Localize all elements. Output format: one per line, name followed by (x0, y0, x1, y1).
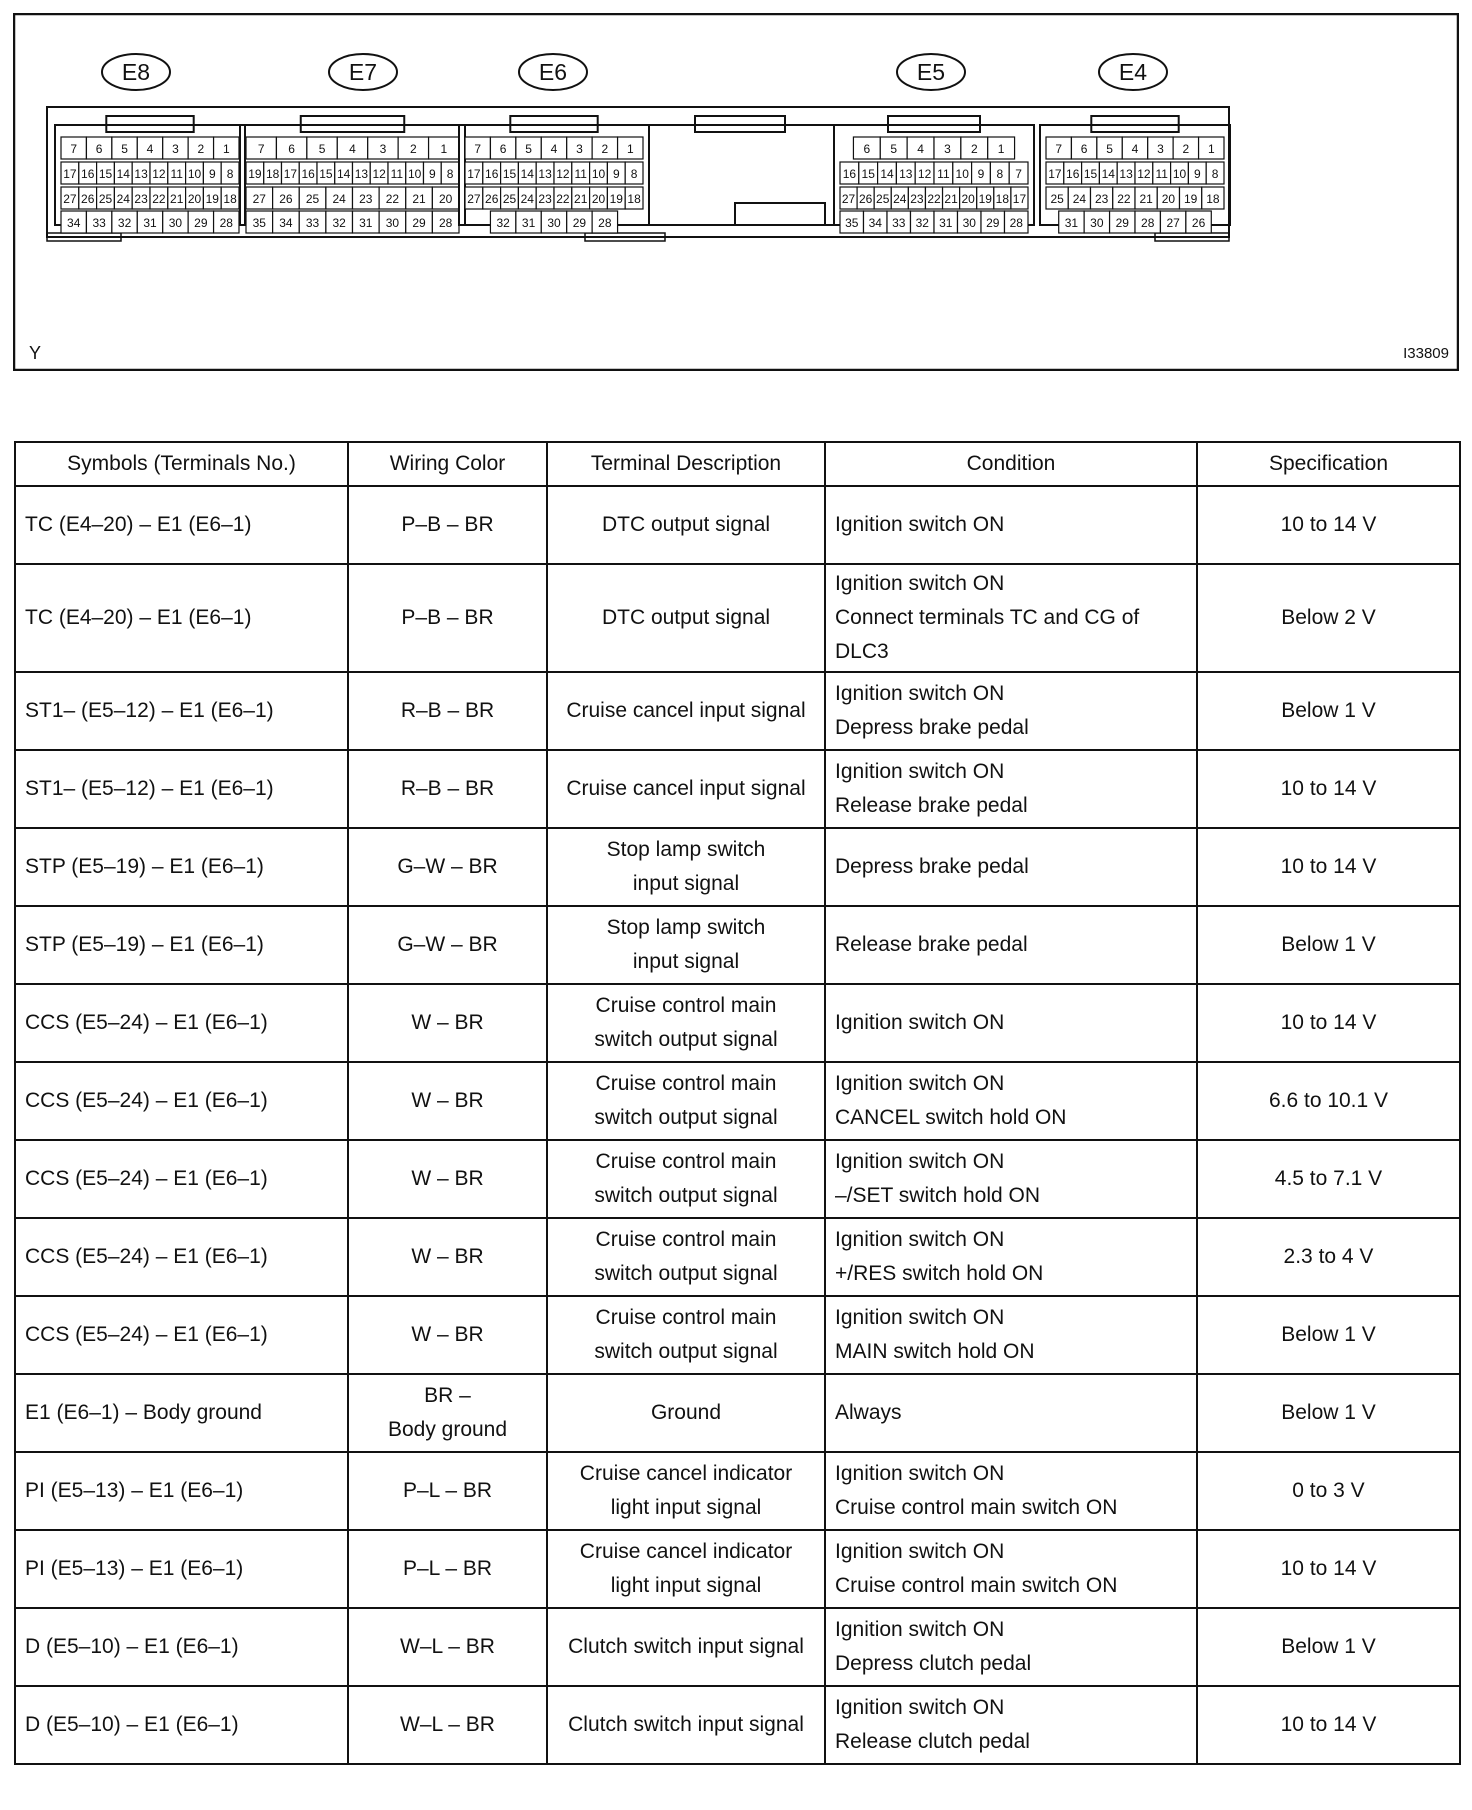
cell-spec: 10 to 14 V (1197, 750, 1460, 828)
connector-label: E7 (348, 59, 378, 85)
pin-number: 10 (187, 167, 202, 181)
cell-spec: 10 to 14 V (1197, 486, 1460, 564)
cell-wire: P–B – BR (348, 564, 547, 672)
cell-desc: Cruise cancel indicator light input signal (547, 1530, 825, 1608)
pin-number: 5 (121, 142, 128, 156)
pin-number: 25 (305, 192, 320, 206)
pin-number: 33 (92, 216, 106, 230)
pin-number: 27 (841, 192, 856, 206)
pin-number: 2 (970, 142, 978, 156)
pin-number: 28 (219, 216, 233, 230)
cell-cond: Ignition switch ON CANCEL switch hold ON (825, 1062, 1197, 1140)
pin-number: 27 (63, 192, 77, 206)
cell-desc: Clutch switch input signal (547, 1608, 825, 1686)
pin-number: 19 (205, 192, 219, 206)
pin-number: 24 (116, 192, 130, 206)
cell-wire: W–L – BR (348, 1608, 547, 1686)
pin-number: 5 (890, 142, 898, 156)
pin-number: 11 (937, 167, 950, 181)
pin-number: 11 (170, 167, 183, 181)
pin-number: 1 (440, 142, 448, 156)
pin-number: 27 (1166, 216, 1180, 230)
pin-number: 13 (899, 167, 913, 181)
pin-number: 7 (1055, 142, 1063, 156)
cell-wire: R–B – BR (348, 750, 547, 828)
pin-number: 5 (318, 142, 326, 156)
cell-cond: Ignition switch ON Depress clutch pedal (825, 1608, 1197, 1686)
cell-spec: Below 1 V (1197, 1296, 1460, 1374)
pin-number: 24 (332, 192, 346, 206)
cell-spec: Below 2 V (1197, 564, 1460, 672)
pin-number: 26 (858, 192, 873, 206)
cell-wire: W – BR (348, 1218, 547, 1296)
pin-number: 13 (354, 167, 369, 181)
cell-cond: Release brake pedal (825, 906, 1197, 984)
pin-number: 19 (609, 192, 623, 206)
cell-wire: R–B – BR (348, 672, 547, 750)
pin-number: 35 (252, 216, 266, 230)
pin-number: 14 (1101, 167, 1115, 181)
cell-wire: W – BR (348, 1062, 547, 1140)
connector-svg (13, 13, 1459, 371)
pin-number: 21 (170, 192, 184, 206)
table-row (15, 564, 1460, 672)
cell-desc: Ground (547, 1374, 825, 1452)
cell-symbol: CCS (E5–24) – E1 (E6–1) (15, 1062, 348, 1140)
cell-spec: 6.6 to 10.1 V (1197, 1062, 1460, 1140)
table-row (15, 1062, 1460, 1140)
cell-symbol: ST1– (E5–12) – E1 (E6–1) (15, 750, 348, 828)
table-row (15, 1608, 1460, 1686)
pin-number: 20 (439, 192, 453, 206)
cell-cond: Ignition switch ON Release clutch pedal (825, 1686, 1197, 1764)
cell-cond: Ignition switch ON Cruise control main switch ON (825, 1530, 1197, 1608)
pin-number: 10 (955, 167, 969, 181)
pin-number: 30 (168, 216, 183, 230)
pin-number: 16 (485, 167, 499, 181)
pin-number: 7 (1015, 167, 1022, 181)
pin-number: 9 (1193, 167, 1201, 181)
pin-number: 31 (521, 216, 536, 230)
cell-cond: Ignition switch ON Connect terminals TC and CG of DLC3 (825, 564, 1197, 672)
cell-cond: Ignition switch ON (825, 486, 1197, 564)
pin-number: 28 (1009, 216, 1023, 230)
table-row (15, 750, 1460, 828)
pin-number: 32 (332, 216, 346, 230)
pin-number: 2 (410, 142, 417, 156)
cell-desc: DTC output signal (547, 564, 825, 672)
cell-spec: 10 to 14 V (1197, 828, 1460, 906)
cell-desc: Cruise control main switch output signal (547, 1296, 825, 1374)
cell-spec: 10 to 14 V (1197, 1530, 1460, 1608)
pin-number: 4 (146, 142, 154, 156)
cell-symbol: TC (E4–20) – E1 (E6–1) (15, 486, 348, 564)
pin-number: 6 (1080, 142, 1088, 156)
pin-number: 15 (98, 167, 113, 181)
cell-desc: Cruise control main switch output signal (547, 1218, 825, 1296)
pin-number: 27 (252, 192, 266, 206)
pin-number: 29 (412, 216, 426, 230)
pin-number: 34 (279, 216, 293, 230)
pin-number: 14 (116, 167, 130, 181)
pin-number: 15 (861, 167, 875, 181)
pin-number: 1 (626, 142, 634, 156)
cell-spec: Below 1 V (1197, 1374, 1460, 1452)
figure-id: I33809 (1403, 345, 1449, 362)
cell-symbol: TC (E4–20) – E1 (E6–1) (15, 564, 348, 672)
cell-desc: Cruise control main switch output signal (547, 1062, 825, 1140)
pin-number: 13 (134, 167, 148, 181)
pin-number: 9 (977, 167, 985, 181)
cell-cond: Ignition switch ON Cruise control main switch ON (825, 1452, 1197, 1530)
cell-symbol: CCS (E5–24) – E1 (E6–1) (15, 1140, 348, 1218)
pin-number: 18 (1206, 192, 1220, 206)
table-row (15, 828, 1460, 906)
cell-wire: P–L – BR (348, 1452, 547, 1530)
connector-label: E6 (538, 59, 568, 85)
table-row (15, 906, 1460, 984)
header-symbols: Symbols (Terminals No.) (15, 442, 348, 486)
pin-number: 22 (927, 192, 941, 206)
pin-number: 25 (1050, 192, 1064, 206)
connector-diagram (13, 13, 1459, 371)
pin-number: 29 (1115, 216, 1129, 230)
pin-number: 12 (152, 167, 166, 181)
pin-number: 31 (143, 216, 157, 230)
cell-desc: Cruise control main switch output signal (547, 1140, 825, 1218)
table-row (15, 1140, 1460, 1218)
pin-number: 6 (288, 142, 295, 156)
pin-number: 9 (612, 167, 620, 181)
pin-number: 30 (962, 216, 976, 230)
pin-number: 3 (944, 142, 951, 156)
pin-number: 12 (917, 167, 932, 181)
pin-number: 26 (279, 192, 293, 206)
pin-number: 13 (538, 167, 552, 181)
cell-spec: 0 to 3 V (1197, 1452, 1460, 1530)
pin-number: 23 (1094, 192, 1109, 206)
pin-number: 19 (248, 167, 262, 181)
cell-wire: G–W – BR (348, 906, 547, 984)
cell-desc: Cruise cancel input signal (547, 750, 825, 828)
cell-spec: 10 to 14 V (1197, 1686, 1460, 1764)
pin-number: 18 (627, 192, 641, 206)
pin-number: 22 (152, 192, 166, 206)
cell-cond: Ignition switch ON (825, 984, 1197, 1062)
pin-number: 2 (601, 142, 609, 156)
pin-number: 30 (1090, 216, 1104, 230)
pin-number: 21 (412, 192, 426, 206)
pin-number: 30 (385, 216, 400, 230)
pin-number: 3 (1157, 142, 1164, 156)
pin-number: 29 (986, 216, 1000, 230)
cell-wire: W – BR (348, 1140, 547, 1218)
pin-number: 8 (996, 167, 1004, 181)
pin-number: 24 (520, 192, 534, 206)
pin-number: 9 (429, 167, 436, 181)
pin-number: 27 (467, 192, 481, 206)
pin-number: 10 (407, 167, 422, 181)
pin-number: 28 (1141, 216, 1155, 230)
table-row (15, 1374, 1460, 1452)
pin-number: 29 (572, 216, 587, 230)
table-row (15, 1452, 1460, 1530)
pin-number: 19 (1183, 192, 1198, 206)
pin-number: 21 (1139, 192, 1153, 206)
cell-wire: P–L – BR (348, 1530, 547, 1608)
pin-number: 6 (95, 142, 103, 156)
pin-number: 35 (845, 216, 859, 230)
cell-wire: W–L – BR (348, 1686, 547, 1764)
pin-number: 16 (1066, 167, 1080, 181)
pin-number: 1 (1207, 142, 1215, 156)
pin-number: 4 (917, 142, 924, 156)
pin-number: 18 (265, 167, 280, 181)
pin-number: 29 (194, 216, 208, 230)
pin-number: 3 (172, 142, 179, 156)
pin-number: 6 (499, 142, 507, 156)
pin-number: 8 (446, 167, 454, 181)
pin-number: 21 (574, 192, 588, 206)
pin-number: 16 (301, 167, 315, 181)
pin-number: 23 (910, 192, 924, 206)
pin-number: 17 (1012, 192, 1027, 206)
pin-number: 20 (961, 192, 975, 206)
pin-number: 20 (591, 192, 606, 206)
pin-number: 10 (591, 167, 606, 181)
pin-number: 8 (1211, 167, 1219, 181)
cell-desc: Stop lamp switch input signal (547, 828, 825, 906)
blank-block (649, 125, 834, 225)
pin-number: 9 (208, 167, 216, 181)
cell-spec: 4.5 to 7.1 V (1197, 1140, 1460, 1218)
cell-desc: Cruise control main switch output signal (547, 984, 825, 1062)
pin-number: 4 (1131, 142, 1139, 156)
pin-number: 17 (283, 167, 298, 181)
pin-number: 6 (863, 142, 871, 156)
pin-number: 25 (502, 192, 517, 206)
pin-number: 15 (319, 167, 333, 181)
blank-block-key (735, 203, 825, 225)
pin-number: 31 (1064, 216, 1079, 230)
pin-number: 4 (550, 142, 558, 156)
pin-number: 25 (876, 192, 890, 206)
cell-spec: Below 1 V (1197, 672, 1460, 750)
cell-symbol: CCS (E5–24) – E1 (E6–1) (15, 1218, 348, 1296)
cell-desc: Cruise cancel input signal (547, 672, 825, 750)
pin-number: 23 (538, 192, 552, 206)
pin-number: 3 (576, 142, 583, 156)
pin-number: 30 (547, 216, 561, 230)
pin-number: 32 (117, 216, 132, 230)
cell-desc: DTC output signal (547, 486, 825, 564)
pin-number: 28 (439, 216, 453, 230)
cell-symbol: STP (E5–19) – E1 (E6–1) (15, 906, 348, 984)
pin-number: 16 (842, 167, 857, 181)
table-row (15, 486, 1460, 564)
connector-label: E4 (1118, 59, 1148, 85)
pin-number: 15 (502, 167, 517, 181)
pin-number: 17 (467, 167, 481, 181)
terminal-spec-table (14, 441, 1461, 1765)
pin-number: 19 (978, 192, 992, 206)
connector-label: E8 (121, 59, 151, 85)
pin-number: 32 (496, 216, 510, 230)
pin-number: 8 (630, 167, 638, 181)
cell-symbol: D (E5–10) – E1 (E6–1) (15, 1608, 348, 1686)
pin-number: 14 (520, 167, 534, 181)
table-row (15, 1686, 1460, 1764)
pin-number: 23 (134, 192, 148, 206)
cell-cond: Ignition switch ON MAIN switch hold ON (825, 1296, 1197, 1374)
pin-number: 7 (474, 142, 482, 156)
pin-number: 24 (893, 192, 907, 206)
pin-number: 3 (379, 142, 387, 156)
table-row (15, 1218, 1460, 1296)
header-wiring-color: Wiring Color (348, 442, 547, 486)
cell-symbol: STP (E5–19) – E1 (E6–1) (15, 828, 348, 906)
pin-number: 15 (1083, 167, 1098, 181)
pin-number: 22 (1117, 192, 1131, 206)
cell-desc: Clutch switch input signal (547, 1686, 825, 1764)
pin-number: 32 (915, 216, 929, 230)
pin-number: 24 (1072, 192, 1087, 206)
pin-number: 14 (880, 167, 894, 181)
pin-number: 26 (485, 192, 499, 206)
cell-spec: 10 to 14 V (1197, 984, 1460, 1062)
pin-number: 5 (525, 142, 532, 156)
pin-number: 17 (63, 167, 77, 181)
header-terminal-description: Terminal Description (547, 442, 825, 486)
pin-number: 18 (223, 192, 237, 206)
pin-number: 26 (1191, 216, 1206, 230)
cell-symbol: D (E5–10) – E1 (E6–1) (15, 1686, 348, 1764)
table-row (15, 1296, 1460, 1374)
pin-number: 7 (257, 142, 265, 156)
pin-number: 1 (222, 142, 230, 156)
pin-number: 18 (995, 192, 1010, 206)
cell-cond: Always (825, 1374, 1197, 1452)
cell-cond: Ignition switch ON Depress brake pedal (825, 672, 1197, 750)
connector-label: E5 (916, 59, 946, 85)
pin-number: 22 (385, 192, 400, 206)
pin-number: 33 (305, 216, 320, 230)
cell-symbol: PI (E5–13) – E1 (E6–1) (15, 1452, 348, 1530)
pin-number: 10 (1172, 167, 1187, 181)
pin-number: 31 (939, 216, 953, 230)
pin-number: 26 (81, 192, 95, 206)
pin-number: 12 (556, 167, 570, 181)
pin-number: 31 (359, 216, 373, 230)
pin-number: 12 (372, 167, 386, 181)
cell-desc: Stop lamp switch input signal (547, 906, 825, 984)
pin-number: 13 (1119, 167, 1133, 181)
corner-label: Y (29, 343, 42, 363)
pin-number: 11 (1155, 167, 1168, 181)
pin-number: 17 (1048, 167, 1062, 181)
cell-symbol: CCS (E5–24) – E1 (E6–1) (15, 984, 348, 1062)
cell-desc: Cruise cancel indicator light input signal (547, 1452, 825, 1530)
pin-number: 20 (187, 192, 202, 206)
pin-number: 4 (349, 142, 356, 156)
table-row (15, 1530, 1460, 1608)
header-condition: Condition (825, 442, 1197, 486)
pin-number: 2 (1182, 142, 1190, 156)
pin-number: 7 (70, 142, 78, 156)
cell-cond: Ignition switch ON Release brake pedal (825, 750, 1197, 828)
pin-number: 2 (197, 142, 205, 156)
pin-number: 11 (574, 167, 587, 181)
pin-number: 28 (598, 216, 612, 230)
cell-symbol: ST1– (E5–12) – E1 (E6–1) (15, 672, 348, 750)
header-specification: Specification (1197, 442, 1460, 486)
pin-number: 16 (81, 167, 95, 181)
pin-number: 23 (359, 192, 373, 206)
cell-wire: W – BR (348, 984, 547, 1062)
cell-spec: Below 1 V (1197, 1608, 1460, 1686)
pin-number: 34 (67, 216, 81, 230)
cell-spec: Below 1 V (1197, 906, 1460, 984)
cell-cond: Ignition switch ON +/RES switch hold ON (825, 1218, 1197, 1296)
cell-wire: W – BR (348, 1296, 547, 1374)
cell-cond: Depress brake pedal (825, 828, 1197, 906)
pin-number: 5 (1106, 142, 1113, 156)
table-row (15, 984, 1460, 1062)
pin-number: 34 (868, 216, 882, 230)
cell-spec: 2.3 to 4 V (1197, 1218, 1460, 1296)
cell-cond: Ignition switch ON –/SET switch hold ON (825, 1140, 1197, 1218)
cell-symbol: PI (E5–13) – E1 (E6–1) (15, 1530, 348, 1608)
cell-symbol: CCS (E5–24) – E1 (E6–1) (15, 1296, 348, 1374)
cell-wire: BR – Body ground (348, 1374, 547, 1452)
pin-number: 12 (1137, 167, 1151, 181)
cell-wire: P–B – BR (348, 486, 547, 564)
pin-number: 25 (98, 192, 113, 206)
table-row (15, 672, 1460, 750)
cell-symbol: E1 (E6–1) – Body ground (15, 1374, 348, 1452)
pin-number: 20 (1161, 192, 1176, 206)
cell-wire: G–W – BR (348, 828, 547, 906)
table-header-row (15, 442, 1460, 486)
pin-number: 22 (556, 192, 570, 206)
pin-number: 14 (336, 167, 351, 181)
pin-number: 21 (944, 192, 958, 206)
pin-number: 8 (226, 167, 234, 181)
pin-number: 33 (892, 216, 906, 230)
pin-number: 1 (997, 142, 1005, 156)
pin-number: 11 (390, 167, 404, 181)
